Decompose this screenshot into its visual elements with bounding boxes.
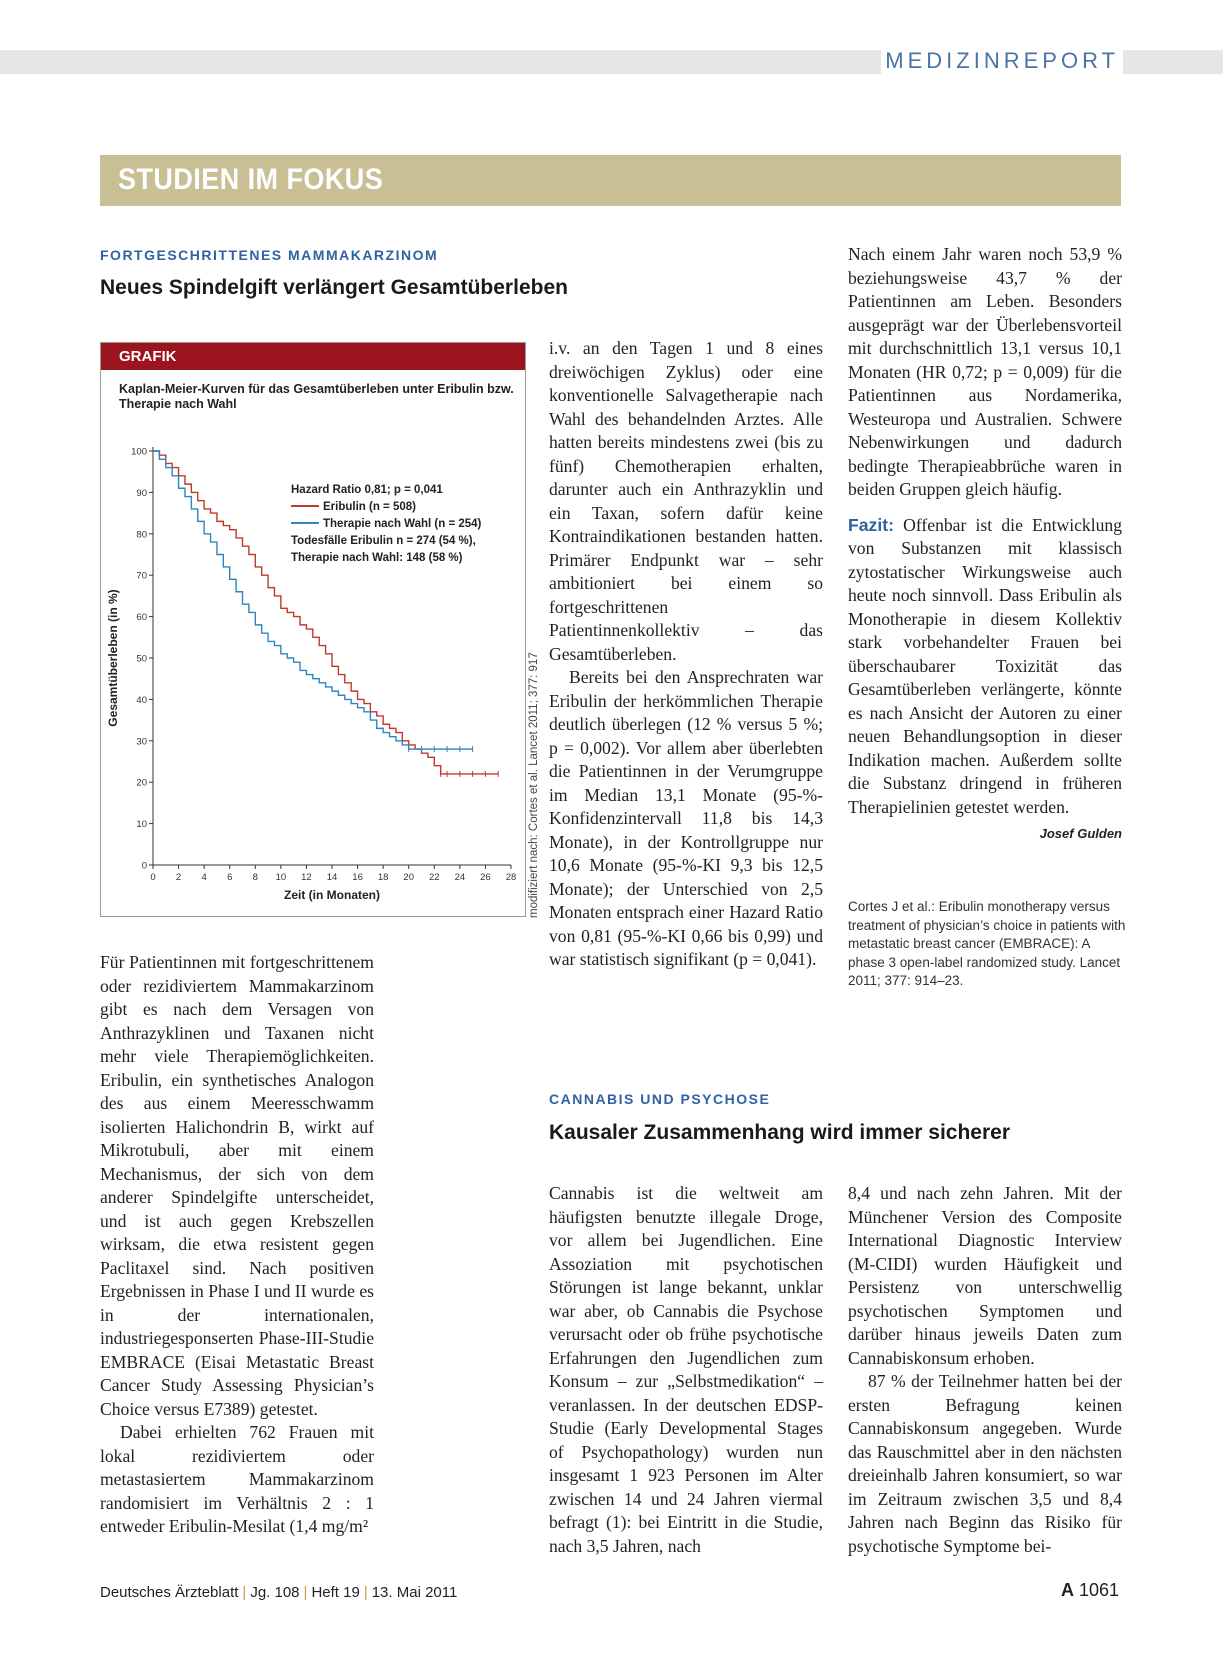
page-number-value: 1061 xyxy=(1078,1580,1119,1600)
x-tick-label: 20 xyxy=(403,872,415,883)
paragraph: Dabei erhielten 762 Frauen mit lokal rezidiviertem oder metastasiertem Mammakarzinom randomisiert im Verhältnis 2 : 1 entweder Eribulin-Mesilat (1,4 mg/m² xyxy=(100,1422,374,1536)
footer: Deutsches Ärzteblatt | Jg. 108 | Heft 19 | 13. Mai 2011 xyxy=(100,1584,458,1601)
paragraph: Bereits bei den Ansprechraten war Eribulin der herkömmlichen Therapie deutlich überlegen (12 % versus 5 %; p = 0,002). Vor allem aber überlebten die Patientinnen in der Verumgruppe im Median 13,1 Monate (95-%-Konfidenzintervall 11,8 bis 14,3 Monate), in der Kontrollgruppe nur 10,6 Monate (95-%-KI 9,3 bis 12,5 Monate); der Unterschied von 2,5 Monaten entsprach einer Hazard Ratio von 0,81 (95-%-KI 0,66 bis 0,99) und war statistisch signifikant (p = 0,041). xyxy=(549,667,823,969)
y-tick-label: 100 xyxy=(131,446,147,458)
y-tick-label: 20 xyxy=(136,777,147,789)
article1-column-1 xyxy=(100,951,374,1539)
y-tick-label: 90 xyxy=(136,487,147,499)
x-tick-label: 16 xyxy=(352,872,363,883)
y-tick-label: 70 xyxy=(136,570,147,582)
x-tick-label: 10 xyxy=(275,872,287,883)
fazit-paragraph xyxy=(848,514,1122,841)
x-tick-label: 4 xyxy=(201,872,207,883)
figure-box xyxy=(100,342,526,917)
article1-column-3 xyxy=(848,243,1122,846)
x-tick-label: 6 xyxy=(227,872,233,883)
journal-name: Deutsches Ärzteblatt xyxy=(100,1584,239,1601)
date: 13. Mai 2011 xyxy=(371,1584,458,1601)
page-prefix: A xyxy=(1060,1580,1074,1600)
legend-therapie: Therapie nach Wahl (n = 254) xyxy=(323,518,482,530)
y-tick-label: 80 xyxy=(136,529,147,541)
y-tick-label: 60 xyxy=(136,612,147,624)
figure-label: GRAFIK xyxy=(101,343,525,370)
page-number xyxy=(1061,1580,1119,1601)
legend-deaths-eribulin: Todesfälle Eribulin n = 274 (54 %), xyxy=(291,535,476,547)
paragraph: Cannabis ist die weltweit am häufigsten benutzte illegale Droge, vor allem bei Jugendlichen. Eine Assoziation mit psychotischen Störungen ist lange bekannt, unklar war aber, ob Cannabis die Psychose verursacht oder ob frühe psychotische Erfahrungen den Jugendlichen zum Konsum – zur „Selbstmedikation“ – veranlassen. In der deutschen EDSP-Studie (Early Developmental Stages of Psychopathology) wurden nun insgesamt 1 923 Personen im Alter zwischen 14 und 24 Jahren viermal befragt (1): bei Eintritt in die Studie, nach 3,5 Jahren, nach xyxy=(549,1183,823,1556)
article2-kicker: CANNABIS UND PSYCHOSE xyxy=(549,1091,771,1107)
x-tick-label: 18 xyxy=(377,872,389,883)
paragraph: i.v. an den Tagen 1 und 8 eines dreiwöchigen Zyklus) oder eine konventionelle Salvagetherapie nach Wahl des behandelnden Arztes. Alle hatten bereits mindestens zwei (bis zu fünf) Chemotherapien erhalten, darunter auch ein Anthrazyklin und ein Taxan, sofern dafür keine Kontraindikationen bestanden hatten. Primärer Endpunkt war – sehr ambitioniert bei einem so fortgeschrittenen Patientinnenkollektiv – das Gesamtüberleben. xyxy=(549,338,823,664)
reference: Cortes J et al.: Eribulin monotherapy versus treatment of physician’s choice in patients with metastatic breast cancer (EMBRACE): A phase 3 open-label randomized study. Lancet 2011; 377: 914–23. xyxy=(848,899,1126,988)
article1-column-2 xyxy=(549,337,823,972)
paragraph: 8,4 und nach zehn Jahren. Mit der Münchener Version des Composite International Diagnostic Interview (M-CIDI) wurden Häufigkeit und Persistenz von unterschwellig psychotischen Symptomen und darüber hinaus jeweils Daten zum Cannabiskonsum erhoben. xyxy=(848,1183,1122,1368)
x-tick-label: 26 xyxy=(480,872,491,883)
banner-title: STUDIEN IM FOKUS xyxy=(118,163,384,196)
article2-column-2 xyxy=(549,1182,823,1558)
x-tick-label: 24 xyxy=(454,872,466,883)
x-tick-label: 22 xyxy=(428,872,440,883)
y-tick-label: 30 xyxy=(136,736,147,748)
x-axis-label: Zeit (in Monaten) xyxy=(284,888,380,902)
legend-hazard-ratio: Hazard Ratio 0,81; p = 0,041 xyxy=(291,484,443,496)
author: Josef Gulden xyxy=(1039,826,1122,841)
article2-headline: Kausaler Zusammenhang wird immer sicherer xyxy=(549,1121,1011,1144)
legend-eribulin: Eribulin (n = 508) xyxy=(323,501,416,513)
article1-kicker: FORTGESCHRITTENES MAMMAKARZINOM xyxy=(100,247,439,263)
y-tick-label: 50 xyxy=(136,653,147,665)
y-tick-label: 0 xyxy=(141,860,147,872)
issue: Heft 19 xyxy=(311,1584,360,1601)
series-line-eribulin xyxy=(153,451,498,774)
paragraph: Nach einem Jahr waren noch 53,9 % beziehungsweise 43,7 % der Patientinnen am Leben. Besonders ausgeprägt war der Überlebensvorteil mit durchschnittlich 13,1 versus 10,1 Monaten (HR 0,72; p = 0,009) für die Patientinnen aus Nordamerika, Westeuropa und Australien. Schwere Nebenwirkungen und dadurch bedingte Therapieabbrüche waren in beiden Gruppen gleich häufig. xyxy=(848,244,1122,499)
paragraph: Für Patientinnen mit fortgeschrittenem oder rezidiviertem Mammakarzinom gibt es nach dem Versagen von Anthrazyklinen und Taxanen nicht mehr viele Therapiemöglichkeiten. Eribulin, ein synthetisches Analogon des aus einem Meeresschwamm isolierten Halichondrin B, wirkt auf Mikrotubuli, aber mit einem Mechanismus, der sich von dem anderer Spindelgifte unterscheidet, und ist auch gegen Krebszellen wirksam, die etwa resistent gegen Paclitaxel sind. Nach positiven Ergebnissen in Phase I und II wurde es in der internationalen, industriegesponserten Phase-III-Studie EMBRACE (Eisai Metastatic Breast Cancer Study Assessing Physician’s Choice versus E7389) getestet. xyxy=(100,952,374,1419)
x-tick-label: 12 xyxy=(301,872,312,883)
banner xyxy=(100,155,1121,206)
legend-deaths-therapie: Therapie nach Wahl: 148 (58 %) xyxy=(291,552,463,564)
fazit-label: Fazit: xyxy=(848,514,894,535)
figure-credit-text: modifiziert nach: Cortes et al. Lancet 2011; 377: 917 xyxy=(528,652,540,918)
x-tick-label: 14 xyxy=(326,872,338,883)
x-tick-label: 0 xyxy=(150,872,156,883)
article1-headline: Neues Spindelgift verlängert Gesamtüberleben xyxy=(100,276,568,299)
paragraph: 87 % der Teilnehmer hatten bei der ersten Befragung keinen Cannabiskonsum angegeben. Wurde das Rauschmittel aber in den nächsten dreieinhalb Jahren konsumiert, so war im Zeitraum zwischen 3,5 und 8,4 Jahren nach Beginn das Risiko für psychotische Symptome bei- xyxy=(848,1371,1122,1556)
y-tick-label: 10 xyxy=(136,819,147,831)
x-tick-label: 28 xyxy=(505,872,517,883)
article2-column-3 xyxy=(848,1182,1122,1558)
figure-title: Kaplan-Meier-Kurven für das Gesamtüberleben unter Eribulin bzw. Therapie nach Wahl xyxy=(119,382,514,411)
section-label: MEDIZINREPORT xyxy=(881,48,1123,74)
figure-credit xyxy=(528,652,542,918)
y-tick-label: 40 xyxy=(136,694,147,706)
volume: Jg. 108 xyxy=(250,1584,300,1601)
y-axis-label: Gesamtüberleben (in %) xyxy=(106,589,120,727)
kaplan-meier-chart xyxy=(101,343,525,916)
x-tick-label: 8 xyxy=(252,872,258,883)
fazit-text: Offenbar ist die Entwicklung von Substanzen mit klassisch zytostatischer Wirkungsweise auch heute noch sinnvoll. Dass Eribulin als Monotherapie in diesem Kollektiv stark vorbehandelter Frauen bei überschaubarer Toxizität das Gesamtüberleben verlängerte, könnte es nach Ansicht der Autoren zu einer neuen Behandlungsoption in dieser Indikation machen. Außerdem sollte die Substanz dringend in früheren Therapielinien getestet werden. xyxy=(848,514,1122,817)
x-tick-label: 2 xyxy=(175,872,182,883)
